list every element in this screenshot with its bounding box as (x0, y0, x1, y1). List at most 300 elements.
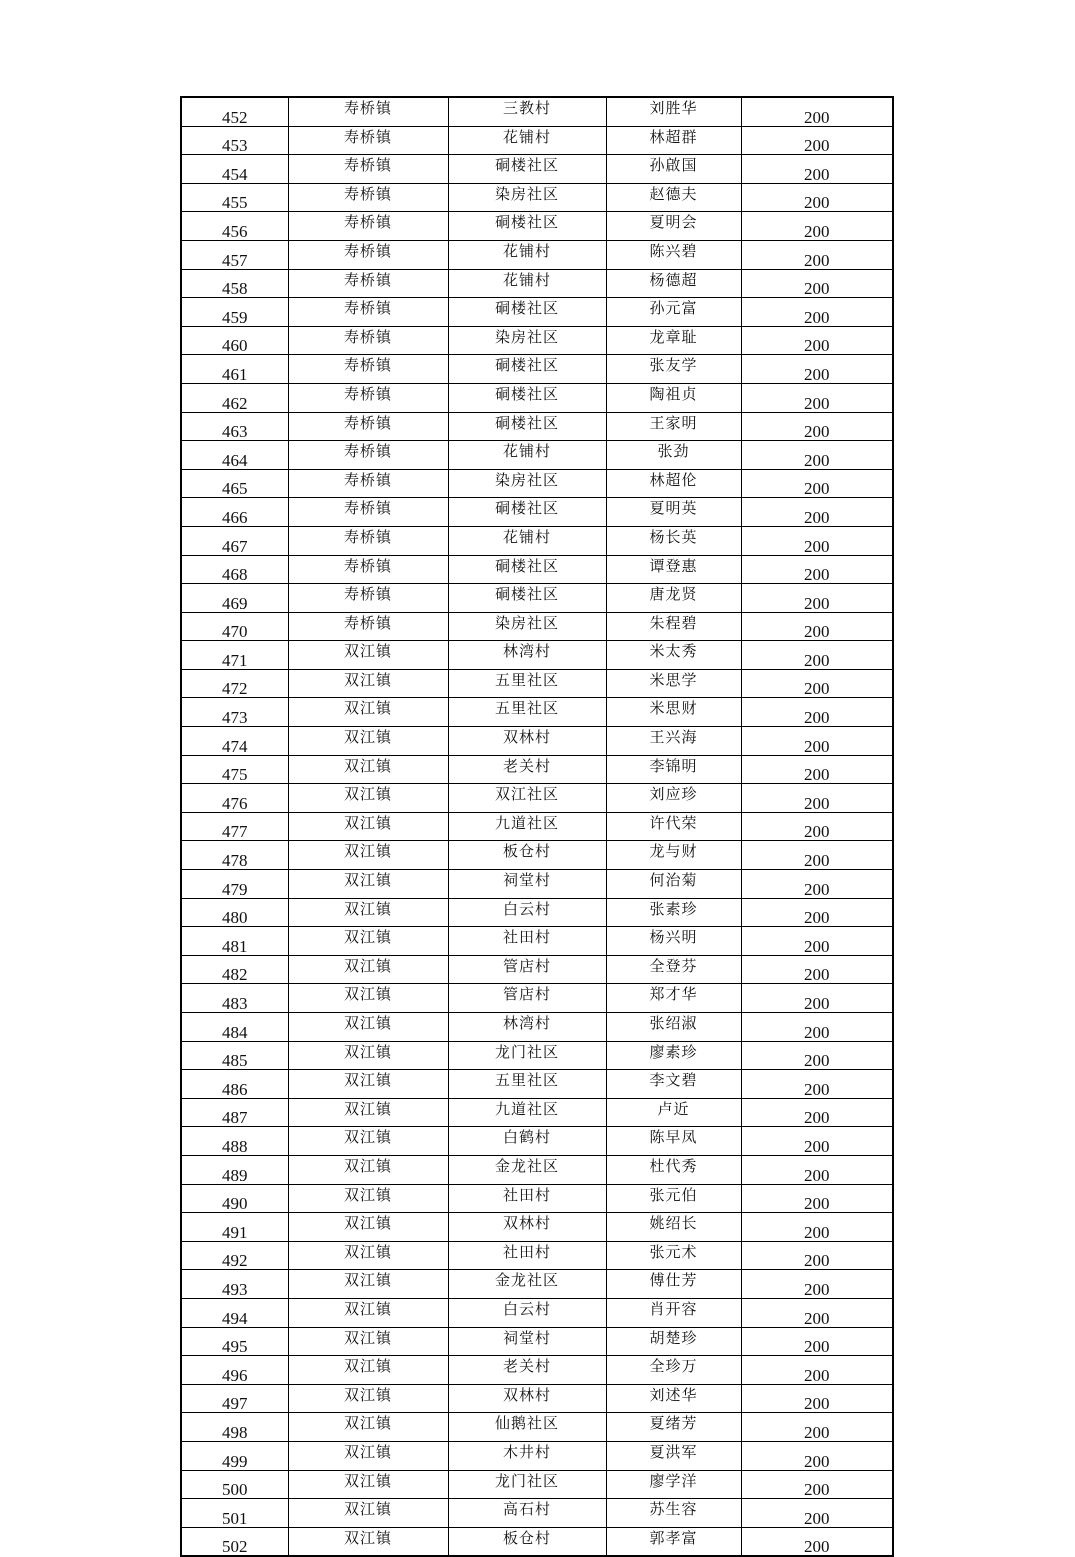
name-cell: 许代荣 (606, 812, 741, 841)
village-cell: 花铺村 (448, 269, 606, 298)
town-cell: 寿桥镇 (288, 298, 448, 327)
town-cell: 双江镇 (288, 898, 448, 927)
name-cell: 孙啟国 (606, 155, 741, 184)
village-cell: 白云村 (448, 1298, 606, 1327)
table-row (181, 927, 893, 956)
table-row (181, 1013, 893, 1042)
row-number-cell: 475 (181, 755, 288, 784)
name-cell: 何治菊 (606, 870, 741, 899)
amount-cell: 200 (741, 240, 893, 269)
row-number-cell: 467 (181, 526, 288, 555)
amount-cell: 200 (741, 1041, 893, 1070)
amount-cell: 200 (741, 1413, 893, 1442)
amount-cell: 200 (741, 1499, 893, 1528)
village-cell: 硐楼社区 (448, 155, 606, 184)
table-row (181, 641, 893, 670)
amount-cell: 200 (741, 126, 893, 155)
amount-cell: 200 (741, 155, 893, 184)
village-cell: 板仓村 (448, 841, 606, 870)
village-cell: 五里社区 (448, 669, 606, 698)
name-cell: 张劲 (606, 441, 741, 470)
table-row (181, 841, 893, 870)
village-cell: 双林村 (448, 727, 606, 756)
name-cell: 杨兴明 (606, 927, 741, 956)
town-cell: 寿桥镇 (288, 412, 448, 441)
table-row (181, 355, 893, 384)
town-cell: 寿桥镇 (288, 441, 448, 470)
amount-cell: 200 (741, 1013, 893, 1042)
village-cell: 高石村 (448, 1499, 606, 1528)
village-cell: 九道社区 (448, 812, 606, 841)
village-cell: 林湾村 (448, 1013, 606, 1042)
row-number-cell: 494 (181, 1298, 288, 1327)
name-cell: 张绍淑 (606, 1013, 741, 1042)
amount-cell: 200 (741, 1270, 893, 1299)
amount-cell: 200 (741, 1441, 893, 1470)
name-cell: 龙与财 (606, 841, 741, 870)
table-row (181, 1098, 893, 1127)
village-cell: 金龙社区 (448, 1155, 606, 1184)
village-cell: 木井村 (448, 1441, 606, 1470)
table-row (181, 1527, 893, 1556)
name-cell: 张友学 (606, 355, 741, 384)
table-row (181, 1327, 893, 1356)
town-cell: 双江镇 (288, 927, 448, 956)
amount-cell: 200 (741, 1470, 893, 1499)
name-cell: 刘胜华 (606, 97, 741, 126)
table-row (181, 1041, 893, 1070)
village-cell: 祠堂村 (448, 1327, 606, 1356)
row-number-cell: 478 (181, 841, 288, 870)
amount-cell: 200 (741, 526, 893, 555)
village-cell: 金龙社区 (448, 1270, 606, 1299)
name-cell: 谭登惠 (606, 555, 741, 584)
table-row (181, 212, 893, 241)
table-row (181, 784, 893, 813)
town-cell: 双江镇 (288, 698, 448, 727)
row-number-cell: 495 (181, 1327, 288, 1356)
village-cell: 仙鹅社区 (448, 1413, 606, 1442)
town-cell: 寿桥镇 (288, 240, 448, 269)
amount-cell: 200 (741, 412, 893, 441)
row-number-cell: 472 (181, 669, 288, 698)
table-row (181, 269, 893, 298)
table-row (181, 498, 893, 527)
row-number-cell: 466 (181, 498, 288, 527)
amount-cell: 200 (741, 784, 893, 813)
table-row (181, 1070, 893, 1099)
table-row (181, 97, 893, 126)
table-row (181, 898, 893, 927)
name-cell: 夏明会 (606, 212, 741, 241)
village-cell: 五里社区 (448, 1070, 606, 1099)
village-cell: 五里社区 (448, 698, 606, 727)
town-cell: 寿桥镇 (288, 584, 448, 613)
row-number-cell: 468 (181, 555, 288, 584)
village-cell: 管店村 (448, 984, 606, 1013)
village-cell: 花铺村 (448, 441, 606, 470)
name-cell: 全珍万 (606, 1356, 741, 1385)
village-cell: 硐楼社区 (448, 212, 606, 241)
town-cell: 寿桥镇 (288, 469, 448, 498)
table-row (181, 669, 893, 698)
town-cell: 双江镇 (288, 1470, 448, 1499)
amount-cell: 200 (741, 1327, 893, 1356)
town-cell: 双江镇 (288, 1127, 448, 1156)
amount-cell: 200 (741, 841, 893, 870)
row-number-cell: 452 (181, 97, 288, 126)
table-row (181, 183, 893, 212)
name-cell: 李锦明 (606, 755, 741, 784)
row-number-cell: 476 (181, 784, 288, 813)
table-row (181, 1298, 893, 1327)
name-cell: 全登芬 (606, 955, 741, 984)
village-cell: 社田村 (448, 1241, 606, 1270)
row-number-cell: 486 (181, 1070, 288, 1099)
amount-cell: 200 (741, 1070, 893, 1099)
town-cell: 双江镇 (288, 1098, 448, 1127)
name-cell: 杜代秀 (606, 1155, 741, 1184)
town-cell: 双江镇 (288, 1384, 448, 1413)
table-row (181, 1127, 893, 1156)
table-row (181, 1499, 893, 1528)
row-number-cell: 481 (181, 927, 288, 956)
name-cell: 夏明英 (606, 498, 741, 527)
table-row (181, 555, 893, 584)
table-row (181, 383, 893, 412)
table-body (181, 97, 893, 1556)
village-cell: 白云村 (448, 898, 606, 927)
amount-cell: 200 (741, 441, 893, 470)
name-cell: 朱程碧 (606, 612, 741, 641)
name-cell: 林超伦 (606, 469, 741, 498)
table-row (181, 870, 893, 899)
row-number-cell: 464 (181, 441, 288, 470)
town-cell: 双江镇 (288, 1441, 448, 1470)
town-cell: 双江镇 (288, 1499, 448, 1528)
name-cell: 廖学洋 (606, 1470, 741, 1499)
name-cell: 张素珍 (606, 898, 741, 927)
row-number-cell: 453 (181, 126, 288, 155)
row-number-cell: 493 (181, 1270, 288, 1299)
town-cell: 寿桥镇 (288, 612, 448, 641)
village-cell: 板仓村 (448, 1527, 606, 1556)
town-cell: 寿桥镇 (288, 212, 448, 241)
village-cell: 双林村 (448, 1384, 606, 1413)
village-cell: 社田村 (448, 1184, 606, 1213)
table-row (181, 412, 893, 441)
town-cell: 双江镇 (288, 1270, 448, 1299)
row-number-cell: 474 (181, 727, 288, 756)
amount-cell: 200 (741, 97, 893, 126)
town-cell: 寿桥镇 (288, 355, 448, 384)
row-number-cell: 460 (181, 326, 288, 355)
town-cell: 寿桥镇 (288, 183, 448, 212)
amount-cell: 200 (741, 927, 893, 956)
amount-cell: 200 (741, 812, 893, 841)
table-row (181, 755, 893, 784)
village-cell: 社田村 (448, 927, 606, 956)
table-row (181, 1413, 893, 1442)
village-cell: 白鹤村 (448, 1127, 606, 1156)
town-cell: 双江镇 (288, 1184, 448, 1213)
amount-cell: 200 (741, 612, 893, 641)
village-cell: 染房社区 (448, 469, 606, 498)
name-cell: 肖开容 (606, 1298, 741, 1327)
amount-cell: 200 (741, 1241, 893, 1270)
row-number-cell: 485 (181, 1041, 288, 1070)
village-cell: 硐楼社区 (448, 355, 606, 384)
table-row (181, 955, 893, 984)
table-row (181, 469, 893, 498)
table-row (181, 698, 893, 727)
table-row (181, 1356, 893, 1385)
amount-cell: 200 (741, 870, 893, 899)
row-number-cell: 498 (181, 1413, 288, 1442)
row-number-cell: 470 (181, 612, 288, 641)
name-cell: 龙章耻 (606, 326, 741, 355)
name-cell: 米思财 (606, 698, 741, 727)
amount-cell: 200 (741, 212, 893, 241)
amount-cell: 200 (741, 669, 893, 698)
row-number-cell: 490 (181, 1184, 288, 1213)
village-cell: 老关村 (448, 755, 606, 784)
table-row (181, 1384, 893, 1413)
amount-cell: 200 (741, 555, 893, 584)
village-cell: 三教村 (448, 97, 606, 126)
town-cell: 双江镇 (288, 1041, 448, 1070)
name-cell: 杨德超 (606, 269, 741, 298)
amount-cell: 200 (741, 641, 893, 670)
name-cell: 杨长英 (606, 526, 741, 555)
row-number-cell: 496 (181, 1356, 288, 1385)
amount-cell: 200 (741, 298, 893, 327)
village-cell: 硐楼社区 (448, 298, 606, 327)
village-cell: 九道社区 (448, 1098, 606, 1127)
town-cell: 寿桥镇 (288, 126, 448, 155)
village-cell: 老关村 (448, 1356, 606, 1385)
village-cell: 染房社区 (448, 183, 606, 212)
town-cell: 双江镇 (288, 641, 448, 670)
amount-cell: 200 (741, 1384, 893, 1413)
row-number-cell: 480 (181, 898, 288, 927)
town-cell: 双江镇 (288, 755, 448, 784)
name-cell: 郭孝富 (606, 1527, 741, 1556)
row-number-cell: 497 (181, 1384, 288, 1413)
town-cell: 寿桥镇 (288, 555, 448, 584)
name-cell: 姚绍长 (606, 1213, 741, 1242)
amount-cell: 200 (741, 698, 893, 727)
name-cell: 王兴海 (606, 727, 741, 756)
row-number-cell: 484 (181, 1013, 288, 1042)
village-cell: 硐楼社区 (448, 412, 606, 441)
name-cell: 陈早凤 (606, 1127, 741, 1156)
town-cell: 双江镇 (288, 727, 448, 756)
row-number-cell: 492 (181, 1241, 288, 1270)
village-cell: 硐楼社区 (448, 498, 606, 527)
amount-cell: 200 (741, 955, 893, 984)
table-row (181, 126, 893, 155)
row-number-cell: 501 (181, 1499, 288, 1528)
village-cell: 花铺村 (448, 240, 606, 269)
village-cell: 硐楼社区 (448, 584, 606, 613)
village-cell: 硐楼社区 (448, 555, 606, 584)
table-row (181, 1213, 893, 1242)
name-cell: 刘应珍 (606, 784, 741, 813)
row-number-cell: 456 (181, 212, 288, 241)
village-cell: 龙门社区 (448, 1041, 606, 1070)
name-cell: 廖素珍 (606, 1041, 741, 1070)
row-number-cell: 463 (181, 412, 288, 441)
row-number-cell: 500 (181, 1470, 288, 1499)
amount-cell: 200 (741, 1098, 893, 1127)
name-cell: 米思学 (606, 669, 741, 698)
table-row (181, 441, 893, 470)
town-cell: 双江镇 (288, 984, 448, 1013)
row-number-cell: 465 (181, 469, 288, 498)
row-number-cell: 487 (181, 1098, 288, 1127)
town-cell: 双江镇 (288, 1013, 448, 1042)
row-number-cell: 482 (181, 955, 288, 984)
table-row (181, 1184, 893, 1213)
name-cell: 夏洪军 (606, 1441, 741, 1470)
town-cell: 双江镇 (288, 1241, 448, 1270)
town-cell: 双江镇 (288, 1298, 448, 1327)
row-number-cell: 471 (181, 641, 288, 670)
town-cell: 双江镇 (288, 1155, 448, 1184)
amount-cell: 200 (741, 1127, 893, 1156)
town-cell: 双江镇 (288, 669, 448, 698)
town-cell: 寿桥镇 (288, 97, 448, 126)
table-row (181, 1155, 893, 1184)
town-cell: 双江镇 (288, 1327, 448, 1356)
town-cell: 双江镇 (288, 784, 448, 813)
row-number-cell: 488 (181, 1127, 288, 1156)
table-row (181, 812, 893, 841)
amount-cell: 200 (741, 326, 893, 355)
village-cell: 花铺村 (448, 126, 606, 155)
table-row (181, 1241, 893, 1270)
town-cell: 双江镇 (288, 870, 448, 899)
town-cell: 双江镇 (288, 1070, 448, 1099)
table-row (181, 984, 893, 1013)
table-row (181, 155, 893, 184)
amount-cell: 200 (741, 898, 893, 927)
amount-cell: 200 (741, 469, 893, 498)
amount-cell: 200 (741, 383, 893, 412)
name-cell: 赵德夫 (606, 183, 741, 212)
table-row (181, 1270, 893, 1299)
village-cell: 双林村 (448, 1213, 606, 1242)
amount-cell: 200 (741, 1527, 893, 1556)
amount-cell: 200 (741, 1184, 893, 1213)
row-number-cell: 477 (181, 812, 288, 841)
town-cell: 寿桥镇 (288, 155, 448, 184)
row-number-cell: 455 (181, 183, 288, 212)
town-cell: 双江镇 (288, 812, 448, 841)
amount-cell: 200 (741, 269, 893, 298)
amount-cell: 200 (741, 355, 893, 384)
row-number-cell: 483 (181, 984, 288, 1013)
table-row (181, 1470, 893, 1499)
row-number-cell: 479 (181, 870, 288, 899)
village-cell: 硐楼社区 (448, 383, 606, 412)
town-cell: 寿桥镇 (288, 326, 448, 355)
table-row (181, 240, 893, 269)
table-row (181, 326, 893, 355)
row-number-cell: 499 (181, 1441, 288, 1470)
name-cell: 卢近 (606, 1098, 741, 1127)
name-cell: 傅仕芳 (606, 1270, 741, 1299)
village-cell: 林湾村 (448, 641, 606, 670)
amount-cell: 200 (741, 727, 893, 756)
row-number-cell: 473 (181, 698, 288, 727)
amount-cell: 200 (741, 584, 893, 613)
town-cell: 双江镇 (288, 955, 448, 984)
table-row (181, 612, 893, 641)
amount-cell: 200 (741, 1356, 893, 1385)
town-cell: 寿桥镇 (288, 383, 448, 412)
name-cell: 苏生容 (606, 1499, 741, 1528)
name-cell: 米太秀 (606, 641, 741, 670)
row-number-cell: 457 (181, 240, 288, 269)
village-cell: 双江社区 (448, 784, 606, 813)
town-cell: 双江镇 (288, 1356, 448, 1385)
amount-cell: 200 (741, 984, 893, 1013)
name-cell: 唐龙贤 (606, 584, 741, 613)
village-cell: 花铺村 (448, 526, 606, 555)
row-number-cell: 459 (181, 298, 288, 327)
town-cell: 寿桥镇 (288, 498, 448, 527)
subsidy-table (180, 96, 894, 1557)
village-cell: 管店村 (448, 955, 606, 984)
amount-cell: 200 (741, 755, 893, 784)
table-row (181, 298, 893, 327)
table-row (181, 526, 893, 555)
village-cell: 龙门社区 (448, 1470, 606, 1499)
row-number-cell: 491 (181, 1213, 288, 1242)
town-cell: 寿桥镇 (288, 526, 448, 555)
row-number-cell: 461 (181, 355, 288, 384)
amount-cell: 200 (741, 1298, 893, 1327)
name-cell: 张元伯 (606, 1184, 741, 1213)
name-cell: 郑才华 (606, 984, 741, 1013)
row-number-cell: 502 (181, 1527, 288, 1556)
row-number-cell: 489 (181, 1155, 288, 1184)
village-cell: 染房社区 (448, 326, 606, 355)
name-cell: 张元术 (606, 1241, 741, 1270)
village-cell: 染房社区 (448, 612, 606, 641)
row-number-cell: 469 (181, 584, 288, 613)
row-number-cell: 458 (181, 269, 288, 298)
town-cell: 双江镇 (288, 1527, 448, 1556)
amount-cell: 200 (741, 1155, 893, 1184)
name-cell: 孙元富 (606, 298, 741, 327)
name-cell: 王家明 (606, 412, 741, 441)
town-cell: 双江镇 (288, 841, 448, 870)
amount-cell: 200 (741, 1213, 893, 1242)
amount-cell: 200 (741, 498, 893, 527)
town-cell: 双江镇 (288, 1213, 448, 1242)
row-number-cell: 454 (181, 155, 288, 184)
name-cell: 李文碧 (606, 1070, 741, 1099)
name-cell: 陈兴碧 (606, 240, 741, 269)
name-cell: 刘述华 (606, 1384, 741, 1413)
name-cell: 林超群 (606, 126, 741, 155)
town-cell: 双江镇 (288, 1413, 448, 1442)
table-row (181, 584, 893, 613)
table-row (181, 727, 893, 756)
